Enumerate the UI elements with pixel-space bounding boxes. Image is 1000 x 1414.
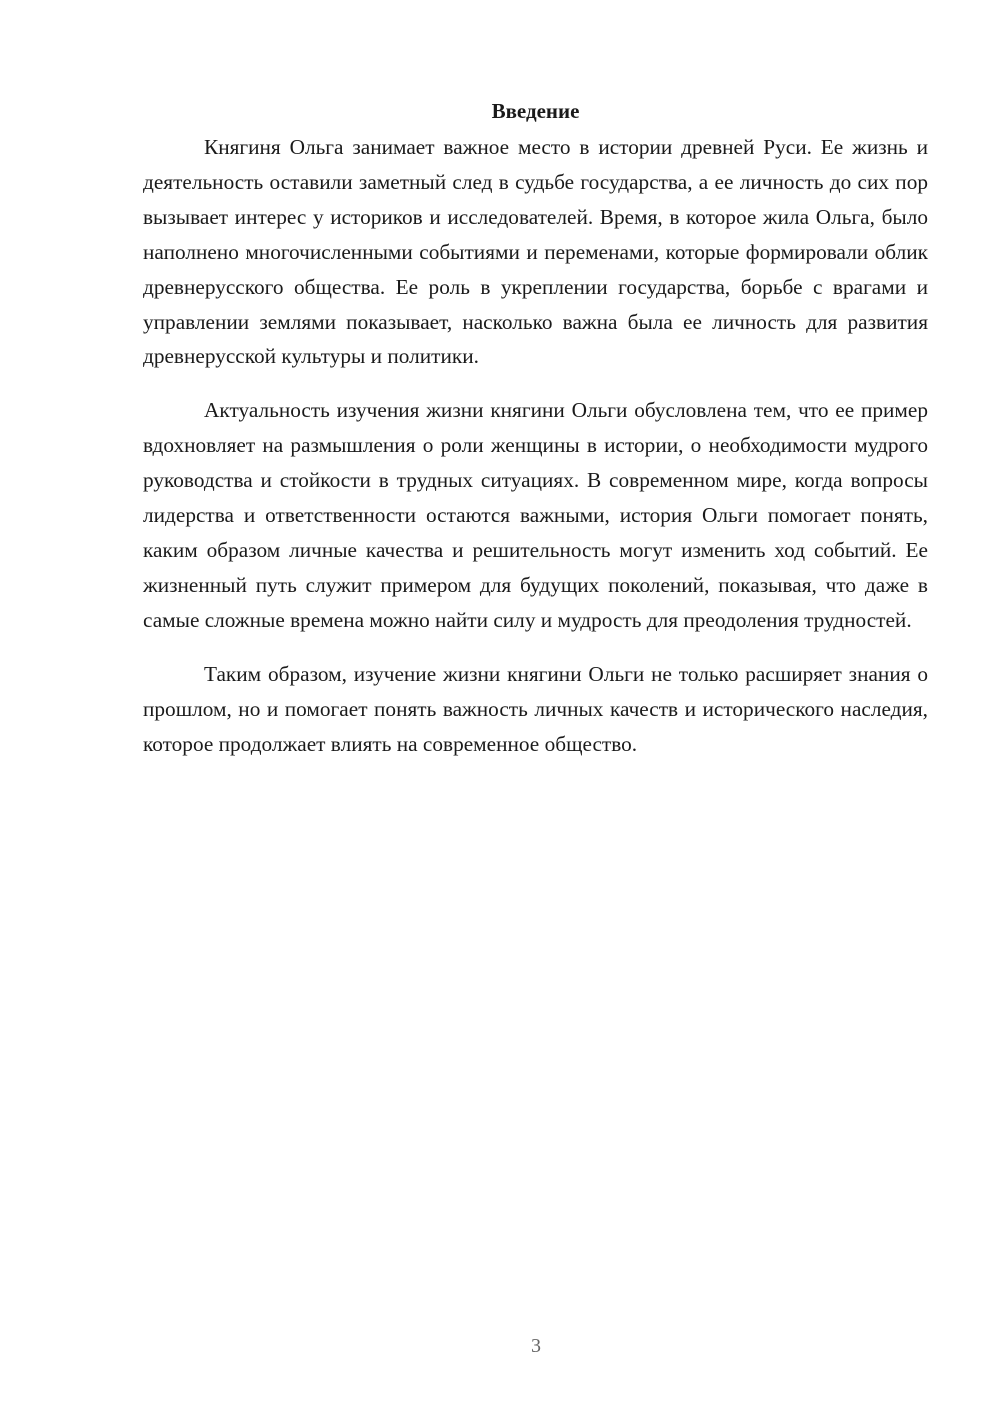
page-content (143, 96, 928, 780)
section-title: Введение (491, 99, 580, 123)
paragraph-relevance: Актуальность изучения жизни княгини Ольги обусловлена тем, что ее пример вдохновляет на размышления о роли женщины в истории, о необходимости мудрого руководства и стойкости в трудных ситуациях. В современном мире, когда вопросы лидерства и ответственности остаются важными, история Ольги помогает понять, каким образом личные качества и решительность могут изменить ход событий. Ее жизненный путь служит примером для будущих поколений, показывая, что даже в самые сложные времена можно найти силу и мудрость для преодоления трудностей. (143, 398, 928, 632)
paragraph-intro: Княгиня Ольга занимает важное место в истории древней Руси. Ее жизнь и деятельность оставили заметный след в судьбе государства, а ее личность до сих пор вызывает интерес у историков и исследователей. Время, в которое жила Ольга, было наполнено многочисленными событиями и переменами, которые формировали облик древнерусского общества. Ее роль в укреплении государства, борьбе с врагами и управлении землями показывает, насколько важна была ее личность для развития древнерусской культуры и политики. (143, 135, 928, 369)
page-number: 3 (531, 1335, 541, 1357)
paragraph-conclusion: Таким образом, изучение жизни княгини Ольги не только расширяет знания о прошлом, но и помогает понять важность личных качеств и исторического наследия, которое продолжает влиять на современное общество. (143, 661, 928, 756)
